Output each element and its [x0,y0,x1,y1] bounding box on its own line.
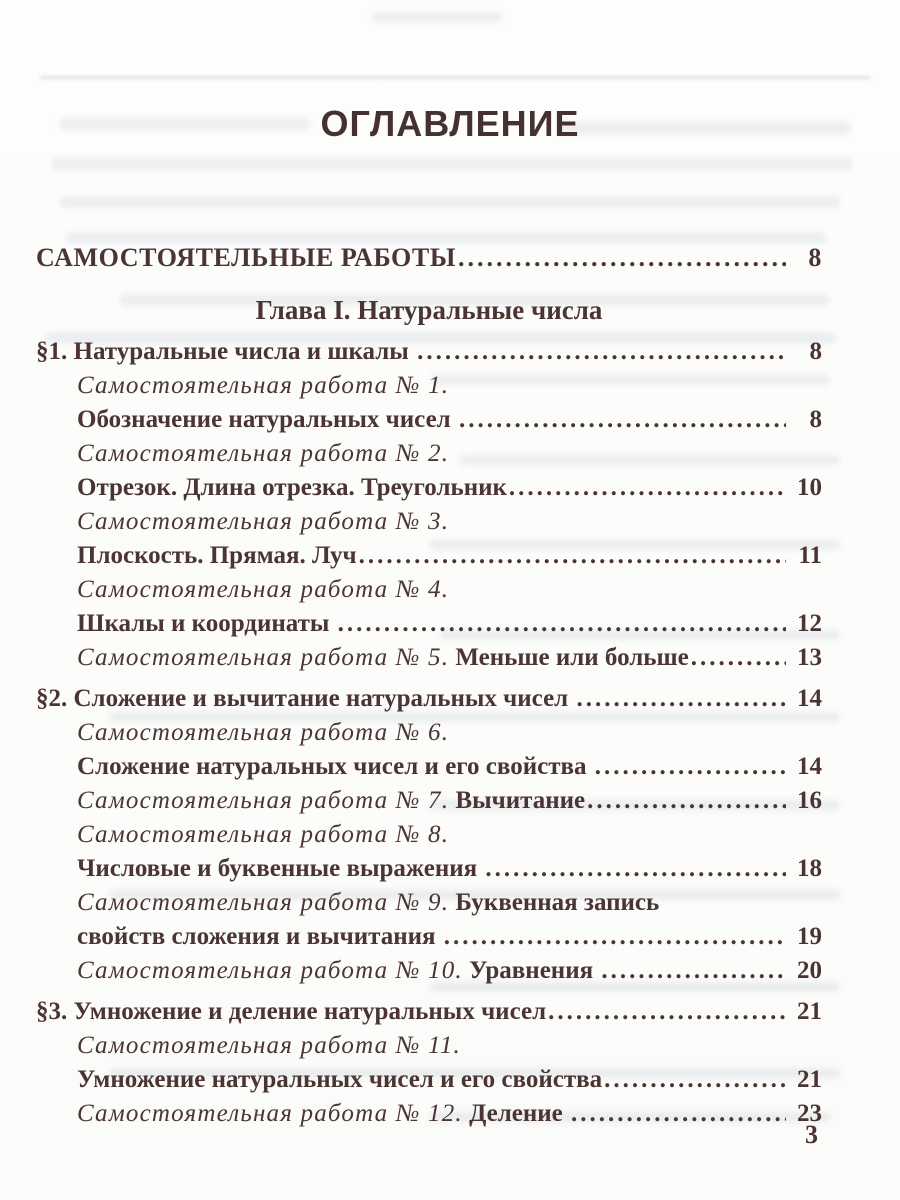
toc-entry-text: §3. Умножение и деление натуральных чисел [36,998,547,1025]
dot-leader [574,682,786,716]
toc-entry-text: свойств сложения и вычитания [77,923,442,950]
dot-leader [593,750,786,784]
toc-entry-text: Вычитание [449,787,586,814]
toc-page-number: 14 [797,685,822,712]
toc-page-number: 23 [797,1100,822,1127]
toc-page-number: 12 [797,610,822,637]
toc-entry [36,784,822,818]
toc-entry-text: §2. Сложение и вычитание натуральных чисел [36,685,575,712]
toc-entry-text: САМОСТОЯТЕЛЬНЫЕ РАБОТЫ [36,243,456,272]
toc-entry-text: Самостоятельная работа № 6. [77,719,450,746]
toc-entry-text: Самостоятельная работа № 10. [77,957,463,984]
toc-entry-text: Самостоятельная работа № 7. [77,787,450,814]
toc-page-number: 21 [797,998,822,1025]
dot-leader [336,607,786,641]
toc-page-number: 8 [809,338,822,365]
toc-entry-text: Самостоятельная работа № 9. [77,889,450,916]
toc-entry [36,1063,822,1097]
toc-page-number: 19 [797,923,822,950]
toc-page-number: 18 [797,855,822,882]
dot-leader [442,920,786,954]
bleed-through-artifact [60,196,840,208]
toc-entry [36,335,822,369]
toc-entry [36,293,822,327]
toc-list [0,241,900,1131]
toc-entry [36,920,822,954]
toc-page-number: 16 [797,787,822,814]
toc-entry [36,505,822,539]
toc-entry-text: Деление [462,1100,569,1127]
toc-entry [36,241,822,275]
toc-page-number: 20 [797,957,822,984]
dot-leader [483,852,786,886]
toc-entry-text: Самостоятельная работа № 5. [77,644,450,671]
page-number: 3 [805,1120,818,1149]
toc-entry [36,1097,822,1131]
toc-page-number: 8 [808,243,822,272]
toc-entry [36,886,822,920]
toc-entry [36,852,822,886]
dot-leader [357,539,786,573]
dot-leader [689,641,786,675]
toc-entry-text: Умножение натуральных чисел и его свойства [77,1066,603,1093]
toc-entry [36,403,822,437]
toc-entry-text: Меньше или больше [449,644,689,671]
toc-entry-text: Плоскость. Прямая. Луч [77,542,357,569]
dot-leader [599,954,786,988]
toc-entry-text: Буквенная запись [449,889,660,916]
toc-entry-text: Сложение натуральных чисел и его свойства [77,753,593,780]
dot-leader [456,241,786,275]
toc-page-number: 8 [809,406,822,433]
toc-entry [36,573,822,607]
toc-entry [36,818,822,852]
dot-leader [457,403,786,437]
toc-entry-text: Самостоятельная работа № 4. [77,576,450,603]
toc-entry [36,641,822,675]
toc-entry-text: Числовые и буквенные выражения [77,855,484,882]
toc-entry-text: Самостоятельная работа № 3. [77,508,450,535]
toc-entry [36,607,822,641]
dot-leader [415,335,786,369]
toc-entry-text: Шкалы и координаты [77,610,336,637]
toc-entry-text: Уравнения [462,957,600,984]
toc-page-number: 13 [797,644,822,671]
toc-entry [36,682,822,716]
dot-leader [507,471,786,505]
toc-page-number: 14 [797,753,822,780]
toc-entry [36,437,822,471]
toc-entry [36,1029,822,1063]
toc-page-number: 11 [798,542,822,569]
page-title: ОГЛАВЛЕНИЕ [320,103,580,144]
toc-entry-text: Самостоятельная работа № 8. [77,821,450,848]
toc-entry [36,750,822,784]
toc-entry-text: §1. Натуральные числа и шкалы [36,338,416,365]
toc-page-number: 10 [797,474,822,501]
toc-entry-text: Отрезок. Длина отрезка. Треугольник [77,474,507,501]
toc-entry [36,369,822,403]
toc-entry-text: Обозначение натуральных чисел [77,406,457,433]
toc-entry [36,539,822,573]
dot-leader [585,784,786,818]
bleed-through-artifact [52,158,852,170]
dot-leader [569,1097,786,1131]
toc-page-number: 21 [797,1066,822,1093]
toc-entry-text: Самостоятельная работа № 1. [77,372,450,399]
dot-leader [602,1063,786,1097]
toc-entry-text: Самостоятельная работа № 12. [77,1100,463,1127]
toc-entry-text: Самостоятельная работа № 2. [77,440,450,467]
toc-entry-text: Самостоятельная работа № 11. [77,1032,461,1059]
toc-entry [36,995,822,1029]
toc-entry-text: Глава I. Натуральные числа [255,295,603,325]
dot-leader [546,995,786,1029]
toc-entry [36,716,822,750]
toc-entry [36,954,822,988]
toc-entry [36,471,822,505]
